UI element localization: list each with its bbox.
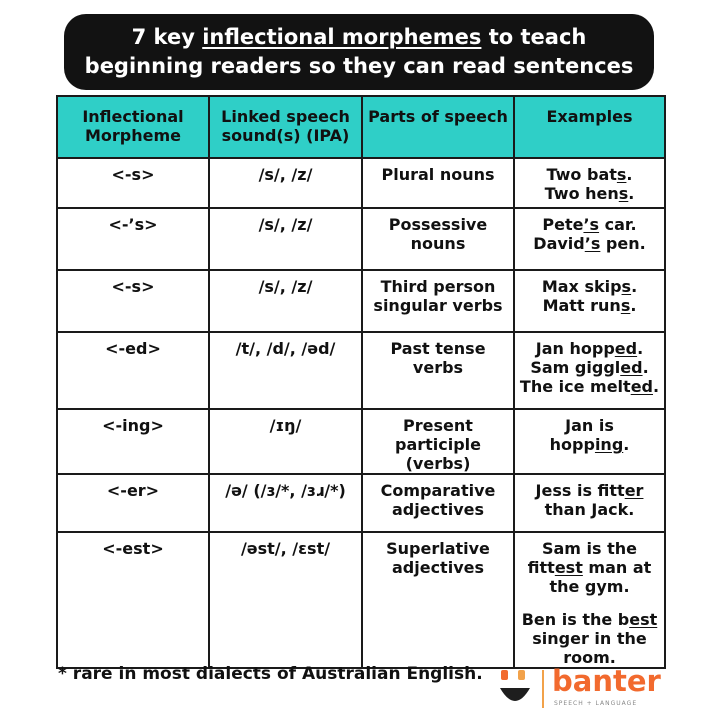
example-suffix: s xyxy=(621,277,632,296)
table-row xyxy=(57,208,665,270)
example-line xyxy=(519,610,660,629)
logo-wordmark: banter xyxy=(552,664,661,698)
ipa-cell: /ɪŋ/ xyxy=(209,409,362,474)
example-text: . xyxy=(626,165,633,184)
morpheme-cell: <-s> xyxy=(57,158,209,208)
example-suffix: er xyxy=(624,481,644,500)
example-spacer xyxy=(519,596,660,610)
example-suffix: s xyxy=(618,184,629,203)
example-suffix: s xyxy=(616,165,627,184)
example-line xyxy=(519,234,660,253)
examples-cell xyxy=(514,474,665,532)
ipa-cell: /s/, /z/ xyxy=(209,158,362,208)
parts-of-speech-cell: Third person singular verbs xyxy=(362,270,514,332)
morpheme-cell: <-s> xyxy=(57,270,209,332)
table-row xyxy=(57,332,665,409)
parts-of-speech-cell: Past tense verbs xyxy=(362,332,514,409)
header-ipa: Linked speech sound(s) (IPA) xyxy=(209,96,362,158)
examples-cell xyxy=(514,208,665,270)
logo-tagline: SPEECH + LANGUAGE xyxy=(554,700,638,707)
examples-cell xyxy=(514,158,665,208)
page-title xyxy=(64,14,654,90)
example-line xyxy=(519,500,660,519)
ipa-cell: /s/, /z/ xyxy=(209,270,362,332)
example-text: fitt xyxy=(527,558,555,577)
morpheme-cell: <-ed> xyxy=(57,332,209,409)
example-suffix: s xyxy=(620,296,631,315)
example-text: Sam giggl xyxy=(530,358,621,377)
example-text: Ben is the b xyxy=(521,610,630,629)
parts-of-speech-cell: Present participle (verbs) xyxy=(362,409,514,474)
example-suffix: ed xyxy=(614,339,638,358)
morpheme-table xyxy=(56,95,666,669)
example-text: Two bat xyxy=(546,165,617,184)
example-line xyxy=(519,296,660,315)
example-line xyxy=(519,215,660,234)
example-line xyxy=(519,165,660,184)
title-underlined-term: inflectional morphemes xyxy=(202,25,482,49)
example-suffix: est xyxy=(554,558,583,577)
example-line xyxy=(519,377,660,396)
footnote: * rare in most dialects of Australian English. xyxy=(58,664,483,684)
example-text: the gym. xyxy=(549,577,630,596)
example-text: man at xyxy=(582,558,652,577)
example-text: . xyxy=(628,184,635,203)
table-row xyxy=(57,409,665,474)
examples-cell xyxy=(514,270,665,332)
table-row xyxy=(57,158,665,208)
morpheme-cell: <-est> xyxy=(57,532,209,668)
example-text: car. xyxy=(599,215,637,234)
ipa-cell: /ə/ (/ɜ/*, /ɜɹ/*) xyxy=(209,474,362,532)
example-text: . xyxy=(637,339,644,358)
example-line xyxy=(519,358,660,377)
example-text: hopp xyxy=(549,435,595,454)
example-text: . xyxy=(630,296,637,315)
table-row xyxy=(57,474,665,532)
parts-of-speech-cell: Superlative adjectives xyxy=(362,532,514,668)
example-text: Matt run xyxy=(542,296,621,315)
example-text: singer in the xyxy=(532,629,647,648)
example-line xyxy=(519,339,660,358)
ipa-cell: /t/, /d/, /əd/ xyxy=(209,332,362,409)
example-text: than Jack. xyxy=(544,500,635,519)
example-text: pen. xyxy=(600,234,646,253)
ipa-cell: /s/, /z/ xyxy=(209,208,362,270)
title-line-2: beginning readers so they can read sentences xyxy=(84,54,634,78)
example-text: room. xyxy=(563,648,616,667)
example-suffix: ed xyxy=(620,358,643,377)
examples-cell xyxy=(514,332,665,409)
example-suffix: ’s xyxy=(584,234,601,253)
ipa-cell: /əst/, /ɛst/ xyxy=(209,532,362,668)
example-line xyxy=(519,577,660,596)
table-header-row xyxy=(57,96,665,158)
example-text: Jess is fitt xyxy=(535,481,625,500)
example-text: Two hen xyxy=(544,184,619,203)
parts-of-speech-cell: Possessive nouns xyxy=(362,208,514,270)
example-text: Jan hopp xyxy=(535,339,615,358)
examples-cell xyxy=(514,532,665,668)
morpheme-cell: <-ing> xyxy=(57,409,209,474)
example-text: Sam is the xyxy=(541,539,638,558)
example-suffix: est xyxy=(629,610,658,629)
example-line xyxy=(519,277,660,296)
header-parts-of-speech: Parts of speech xyxy=(362,96,514,158)
example-line xyxy=(519,629,660,648)
example-text: . xyxy=(631,277,638,296)
table-row xyxy=(57,532,665,668)
parts-of-speech-cell: Plural nouns xyxy=(362,158,514,208)
example-text: . xyxy=(642,358,649,377)
table-row xyxy=(57,270,665,332)
example-suffix: ed xyxy=(630,377,653,396)
banter-logo xyxy=(498,666,668,716)
quote-mark-icon xyxy=(498,668,532,708)
examples-cell xyxy=(514,409,665,474)
header-morpheme: Inflectional Morpheme xyxy=(57,96,209,158)
example-line xyxy=(519,558,660,577)
example-line xyxy=(519,481,660,500)
example-text: . xyxy=(623,435,630,454)
example-text: Pete xyxy=(542,215,584,234)
morpheme-cell: <-er> xyxy=(57,474,209,532)
example-suffix: ’s xyxy=(583,215,600,234)
example-text: David xyxy=(533,234,585,253)
example-suffix: ing xyxy=(594,435,624,454)
morpheme-cell: <-’s> xyxy=(57,208,209,270)
example-line xyxy=(519,184,660,203)
example-text: . xyxy=(653,377,660,396)
example-line xyxy=(519,539,660,558)
title-line-1: 7 key inflectional morphemes to teach xyxy=(131,25,587,49)
example-text: Max skip xyxy=(541,277,622,296)
logo-divider xyxy=(542,670,544,708)
example-line xyxy=(519,416,660,435)
example-line xyxy=(519,435,660,454)
example-text: The ice melt xyxy=(519,377,631,396)
header-examples: Examples xyxy=(514,96,665,158)
example-text: Jan is xyxy=(565,416,614,435)
parts-of-speech-cell: Comparative adjectives xyxy=(362,474,514,532)
